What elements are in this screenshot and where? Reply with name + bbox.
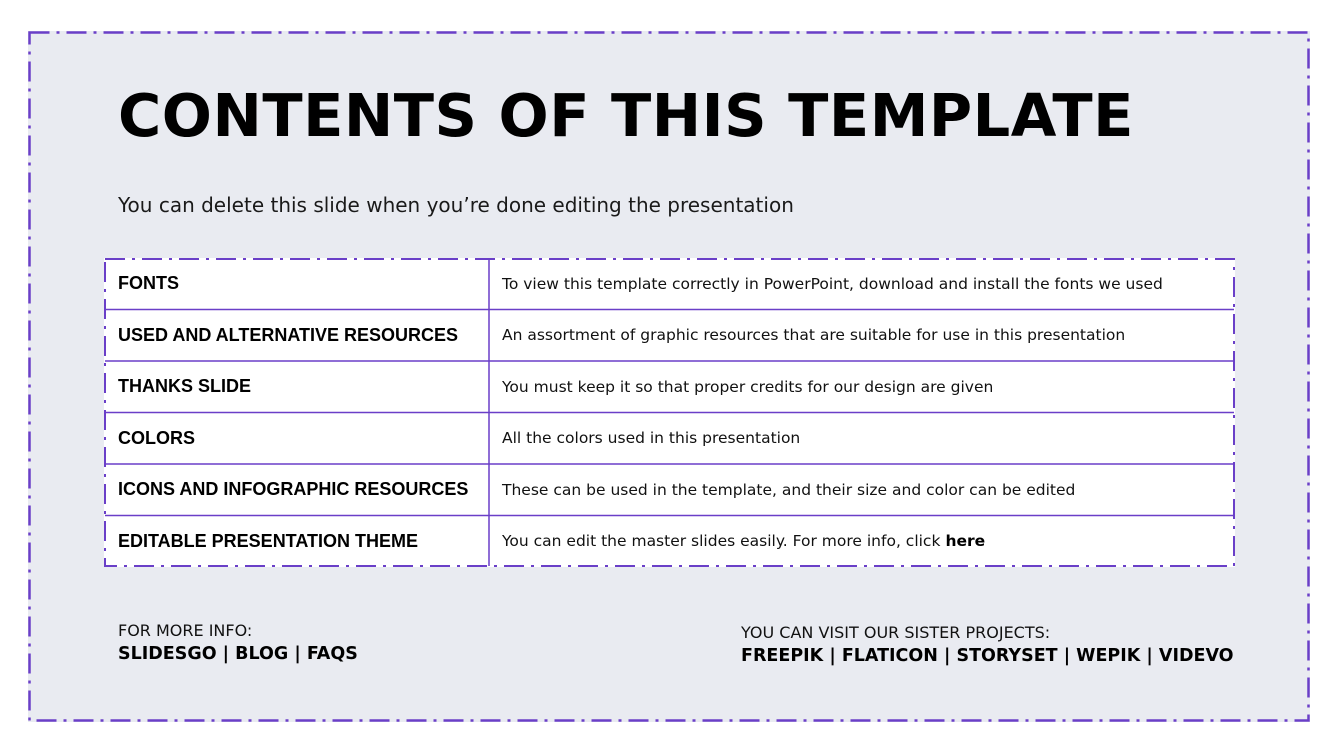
table-row-theme <box>104 516 1235 568</box>
table-row-thanks <box>104 361 1235 413</box>
row-description <box>502 258 1163 310</box>
footer-more-info <box>118 621 358 667</box>
row-description-text: You can edit the master slides easily. For more info, click <box>502 532 941 551</box>
table-row-fonts <box>104 258 1235 310</box>
footer-sister-projects <box>741 623 1234 669</box>
row-label: ICONS AND INFOGRAPHIC RESOURCES <box>118 479 469 500</box>
row-description <box>502 413 800 465</box>
page-subtitle: You can delete this slide when you’re done editing the presentation <box>118 193 794 217</box>
row-label: THANKS SLIDE <box>118 376 252 397</box>
row-description-text: All the colors used in this presentation <box>502 429 801 448</box>
row-description <box>502 310 1125 362</box>
row-description-text: These can be used in the template, and their size and color can be edited <box>502 480 1076 499</box>
row-label: FONTS <box>118 273 179 294</box>
row-description-text: An assortment of graphic resources that are suitable for use in this presentation <box>502 326 1126 345</box>
row-description-text: You must keep it so that proper credits for our design are given <box>502 377 994 396</box>
footer-right-caption: YOU CAN VISIT OUR SISTER PROJECTS: <box>741 623 1051 642</box>
footer-left-caption: FOR MORE INFO: <box>118 621 253 640</box>
footer-right-links[interactable]: FREEPIK | FLATICON | STORYSET | WEPIK | VIDEVO <box>741 646 1234 666</box>
row-description-text: To view this template correctly in PowerPoint, download and install the fonts we used <box>502 274 1163 293</box>
footer-left-links[interactable]: SLIDESGO | BLOG | FAQS <box>118 644 358 664</box>
row-label: USED AND ALTERNATIVE RESOURCES <box>118 324 459 345</box>
table-row-colors <box>104 413 1235 465</box>
contents-table <box>104 258 1235 567</box>
row-description <box>502 516 985 568</box>
page-title: CONTENTS OF THIS TEMPLATE <box>118 81 1134 150</box>
row-description <box>502 361 993 413</box>
table-row-icons <box>104 464 1235 516</box>
here-link[interactable]: here <box>945 532 986 551</box>
row-description <box>502 464 1075 516</box>
table-row-resources <box>104 310 1235 362</box>
row-label: EDITABLE PRESENTATION THEME <box>118 530 419 551</box>
row-label: COLORS <box>118 427 196 448</box>
